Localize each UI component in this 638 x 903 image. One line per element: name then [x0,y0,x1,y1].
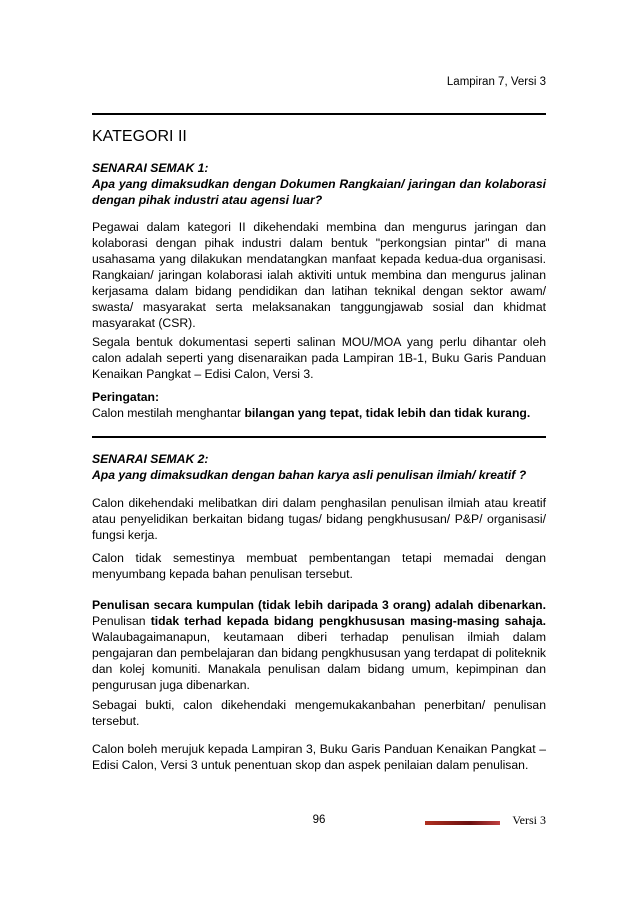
paragraph-text: Segala bentuk dokumentasi seperti salinan MOU/MOA yang perlu dihantar oleh calon adalah seperti yang disenaraikan pada Lampiran 1B-1, Buku Garis Panduan Kenaikan Pangkat – Edisi Calon, Versi 3. [92,335,546,381]
warning-text-bold: bilangan yang tepat, tidak lebih dan tidak kurang. [244,406,531,420]
footer-version: Versi 3 [512,813,546,827]
checklist-2-paragraph-3 [92,597,546,693]
bold-text: tidak terhad kepada bidang pengkhususan masing-masing sahaja. [150,614,546,628]
checklist-2-question: Apa yang dimaksudkan dengan bahan karya asli penulisan ilmiah/ kreatif ? [92,468,527,482]
checklist-1-paragraph-2 [92,334,546,382]
paragraph-text [92,597,546,693]
section-title: KATEGORI II [92,128,187,145]
checklist-1-label: SENARAI SEMAK 1: [92,161,209,175]
footer-decorative-bar [425,821,500,825]
plain-text: Penulisan [92,614,151,628]
warning-text-plain: Calon mestilah menghantar [92,406,245,420]
bold-text: Penulisan secara kumpulan (tidak lebih daripada 3 orang) adalah dibenarkan. [92,598,546,612]
plain-text: Walaubagaimanapun, keutamaan diberi terhadap penulisan ilmiah dalam pengajaran dan pembelajaran dan bidang pengkhususan yang terdapat di politeknik dan kolej komuniti. Manakala penulisan dalam bidang umum, kepimpinan dan pengurusan juga dibenarkan. [92,630,546,692]
checklist-1-question: Apa yang dimaksudkan dengan Dokumen Rangkaian/ jaringan dan kolaborasi dengan pihak industri atau agensi luar? [92,177,546,207]
paragraph-text: Calon tidak semestinya membuat pembentangan tetapi memadai dengan menyumbang kepada bahan penulisan tersebut. [92,551,546,581]
checklist-2-paragraph-5 [92,741,546,773]
checklist-2-paragraph-4 [92,697,546,729]
checklist-2-label: SENARAI SEMAK 2: [92,452,209,466]
paragraph-text: Pegawai dalam kategori II dikehendaki membina dan mengurus jaringan dan kolaborasi dengan pihak industri dalam bentuk "perkongsian pintar" di mana usahasama yang dilakukan mendatangkan manfaat kepada kedua-dua organisasi. Rangkaian/ jaringan kolaborasi ialah aktiviti untuk membina dan mengurus jalinan kerjasama dalam bidang pendidikan dan latihan teknikal dengan sektor awam/ swasta/ masyarakat serta melaksanakan tanggungjawab sosial dan khidmat masyarakat (CSR). [92,220,546,330]
paragraph-text: Calon dikehendaki melibatkan diri dalam penghasilan penulisan ilmiah atau kreatif atau penyelidikan berkaitan bidang tugas/ bidang pengkhususan/ P&P/ organisasi/ fungsi kerja. [92,496,546,542]
header-rule [92,113,546,115]
checklist-2-heading [92,451,546,483]
section-divider [92,436,546,438]
page-number: 96 [312,814,326,826]
warning-label: Peringatan: [92,390,160,404]
warning-text [92,405,546,421]
warning-note [92,389,546,421]
checklist-1-heading [92,160,546,208]
checklist-2-paragraph-1 [92,495,546,543]
paragraph-text: Sebagai bukti, calon dikehendaki mengemukakanbahan penerbitan/ penulisan tersebut. [92,698,546,728]
header-reference: Lampiran 7, Versi 3 [446,76,546,88]
checklist-1-paragraph-1 [92,219,546,331]
paragraph-text: Calon boleh merujuk kepada Lampiran 3, Buku Garis Panduan Kenaikan Pangkat – Edisi Calon, Versi 3 untuk penentuan skop dan aspek penilaian dalam penulisan. [92,742,546,772]
checklist-2-paragraph-2 [92,550,546,582]
